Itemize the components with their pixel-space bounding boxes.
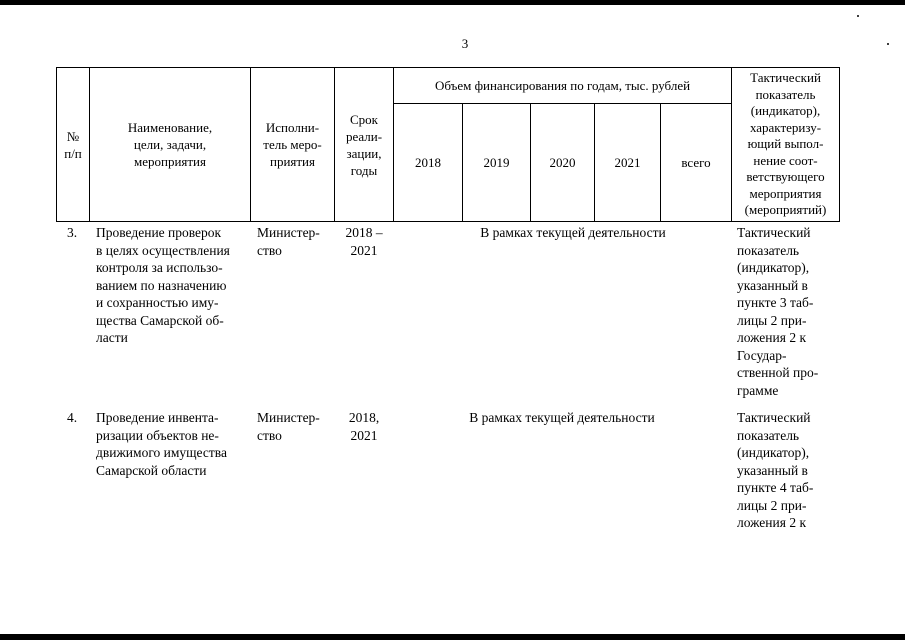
header-term: Срок реали- зации, годы <box>345 111 383 178</box>
header-indicator: Тактический показатель (индикатор), характеризу- ющий выпол- нение соот- ветствующего мероприятия (мероприятий) <box>744 70 827 218</box>
row-number: 4. <box>67 410 78 425</box>
row-indicator: Тактический показатель (индикатор), указанный в пункте 4 таб- лицы 2 при- ложения 2 к <box>737 410 814 530</box>
header-funding: Объем финансирования по годам, тыс. рублей <box>434 78 691 93</box>
table-header-bottom <box>56 221 839 222</box>
row-term: 2018, 2021 <box>348 410 380 443</box>
row-term: 2018 – 2021 <box>345 225 383 258</box>
header-number: № п/п <box>64 128 82 161</box>
row-executor: Министер- ство <box>257 225 320 258</box>
row-funding: В рамках текущей деятельности <box>480 225 666 240</box>
row-name: Проведение инвента- ризации объектов не- движимого имущества Самарской области <box>96 410 227 478</box>
scan-border-bottom <box>0 634 905 640</box>
header-year-2019: 2019 <box>483 155 510 170</box>
header-year-2018: 2018 <box>415 155 441 170</box>
scan-border-top <box>0 0 905 5</box>
row-indicator: Тактический показатель (индикатор), указанный в пункте 3 таб- лицы 2 при- ложения 2 к Государ- ственной про- грамме <box>737 225 819 398</box>
header-executor: Исполни- тель меро- приятия <box>263 120 322 169</box>
header-year-2021: 2021 <box>614 155 641 170</box>
header-total: всего <box>681 155 711 170</box>
row-executor: Министер- ство <box>257 410 320 443</box>
row-name: Проведение проверок в целях осуществления контроля за использо- ванием по назначению и сохранностью иму- щества Самарской об- ласти <box>96 225 230 345</box>
scan-speck <box>857 15 859 17</box>
header-year-2020: 2020 <box>549 155 576 170</box>
header-name: Наименование, цели, задачи, мероприятия <box>127 120 213 169</box>
row-funding: В рамках текущей деятельности <box>469 410 655 425</box>
row-number: 3. <box>67 225 78 240</box>
table-border-right <box>839 67 840 222</box>
page-number: 3 <box>461 36 469 51</box>
